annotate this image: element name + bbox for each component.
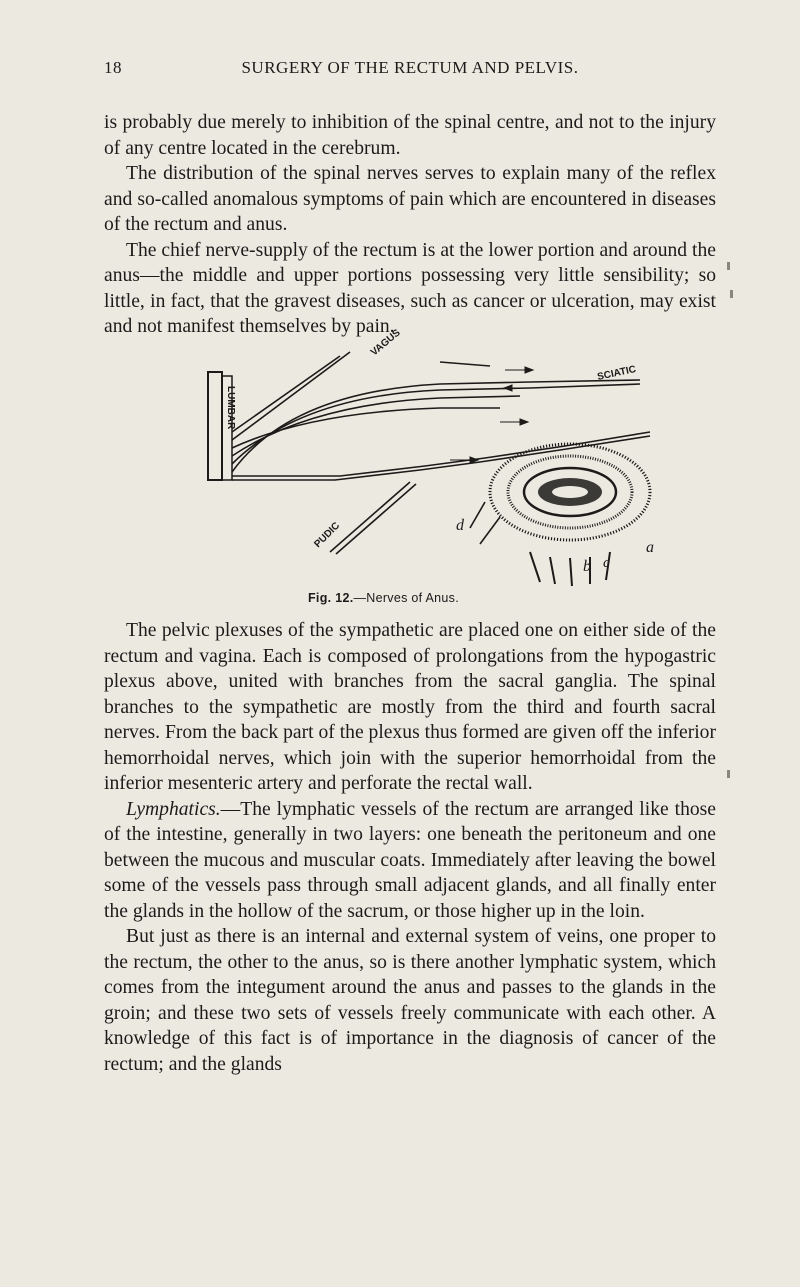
lumbar-label: LUMBAR xyxy=(225,386,236,430)
text-block-top xyxy=(104,110,716,340)
paragraph-nerve-supply: The chief nerve-supply of the rectum is at the lower portion and around the anus—the middle and upper portions possessing very little sensibility; so little, in fact, that the gravest diseases, such as cancer or ulceration, may exist and not manifest themselves by pain. xyxy=(104,239,716,337)
label-c: c xyxy=(603,555,610,571)
paragraph-spinal-nerves: The distribution of the spinal nerves serves to explain many of the reflex and so-called anomalous symptoms of pain which are encountered in diseases of the rectum and anus. xyxy=(104,163,716,235)
lymphatics-text: —The lymphatic vessels of the rectum are arranged like those of the intestine, generally in two layers: one beneath the peritoneum and one between the mucous and muscular coats. Immediately after leaving the bowel some of the vessels pass through small adjacent glands, and all finally enter the glands in the hollow of the sacrum, or those higher up in the loin. xyxy=(104,798,716,922)
figure-caption-text: —Nerves of Anus. xyxy=(353,591,460,605)
anal-sphincter xyxy=(490,444,650,586)
label-a: a xyxy=(646,539,654,556)
figure-number: Fig. 12. xyxy=(308,591,354,605)
paragraph-lymphatic-system: But just as there is an internal and external system of veins, one proper to the rectum, the other to the anus, so is there another lymphatic system, which comes from the integument around the anus and passes to the glands in the groin; and these two sets of vessels freely communicate with each other. A knowledge of this fact is of importance in the diagnosis of cancer of the rectum; and the glands xyxy=(104,926,716,1075)
margin-mark xyxy=(727,770,730,778)
page-number: 18 xyxy=(104,58,122,77)
running-head: SURGERY OF THE RECTUM AND PELVIS. xyxy=(241,58,579,77)
paragraph-lymphatics xyxy=(104,797,716,925)
figure-caption xyxy=(308,591,608,605)
pudic-label: PUDIC xyxy=(312,520,343,551)
sciatic-label: SCIATIC xyxy=(596,364,638,383)
margin-mark xyxy=(730,290,733,298)
sacral-nerve-lines xyxy=(232,352,650,554)
margin-mark xyxy=(727,262,730,270)
page-header xyxy=(104,58,716,88)
text-block-bottom xyxy=(104,618,716,1077)
paragraph-continuation: is probably due merely to inhibition of the spinal centre, and not to the injury of any centre located in the cerebrum. xyxy=(104,112,716,159)
nerves-of-anus-figure xyxy=(200,327,660,592)
label-b: b xyxy=(583,558,591,575)
label-d: d xyxy=(456,517,464,534)
lymphatics-heading: Lymphatics. xyxy=(126,798,221,820)
direction-arrows xyxy=(450,367,533,463)
vagus-label: VAGUS xyxy=(368,327,403,359)
paragraph-pelvic-plexuses: The pelvic plexuses of the sympathetic are placed one on either side of the rectum and vagina. Each is composed of prolongations from the hypogastric plexus above, united with branches from the sacral ganglia. The spinal branches to the sympathetic are mostly from the third and fourth sacral nerves. From the back part of the plexus thus formed are given off the inferior hemorrhoidal nerves, which join with the superior hemorrhoidal from the inferior mesenteric artery and perforate the rectal wall. xyxy=(104,620,716,794)
